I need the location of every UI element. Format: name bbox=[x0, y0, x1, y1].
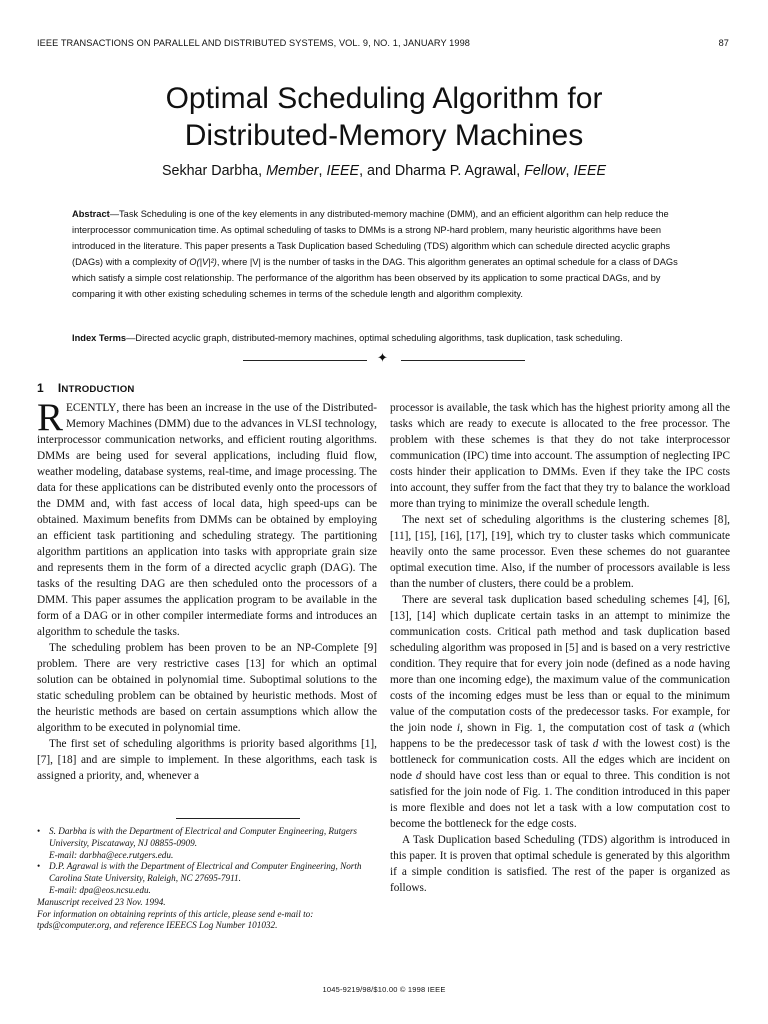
bullet-icon: • bbox=[37, 826, 41, 836]
abstract-text-2: , where |V| is the number of tasks in the DAG. This algorithm generates an optimal schedule for a class of DAGs which satisfy a simple cost relationship. The performance of the algorithm has been observed by its application to some practical DAGs, and by comparing it with other existing scheduling schemes in terms of the schedule length and algorithm complexity. bbox=[72, 256, 678, 299]
abstract-text-1: —Task Scheduling is one of the key elements in any distributed-memory machine (DMM), and an efficient algorithm can help reduce the interprocessor communication time. As optimal scheduling of tasks to DMMs is a strong NP-hard problem, many heuristic algorithms have been introduced in the literature. This paper presents a Task Duplication based Scheduling (TDS) algorithm which can schedule directed acyclic graphs (DAGs) with a complexity of bbox=[72, 209, 671, 267]
paper-title bbox=[0, 80, 768, 154]
author-2-grade: Fellow bbox=[524, 163, 566, 179]
abstract-label: Abstract bbox=[72, 209, 110, 219]
math-var: a bbox=[688, 722, 695, 734]
paragraph-text: (which happens to be the predecessor task of task bbox=[390, 722, 730, 750]
index-terms bbox=[72, 331, 697, 345]
paragraph-text: should have cost less than or equal to three. This condition is not satisfied for the join node of Fig. 1. The condition introduced in this paper is more flexible and does not let a task with a low computation cost to become the bottleneck for the edge costs. bbox=[390, 770, 730, 830]
title-line-2: Distributed-Memory Machines bbox=[184, 119, 584, 152]
bullet-icon: • bbox=[37, 861, 41, 872]
footnotes bbox=[37, 826, 377, 932]
left-column bbox=[37, 396, 377, 784]
paragraph: processor is available, the task which has the highest priority among all the tasks which are ready to execute is allocated to the free processor. The problem with these schemes is that they do not take interprocessor communication (IPC) time into account. The assumption of neglecting IPC costs hinder their application to DMMs. Even if they take the IPC costs into account, they suffer from the fact that they try to balance the workload more than trying to minimize the overall schedule length. bbox=[390, 402, 730, 510]
math-var: i bbox=[456, 722, 460, 734]
footnote-author-1 bbox=[37, 826, 377, 861]
index-terms-text: —Directed acyclic graph, distributed-memory machines, optimal scheduling algorithms, task duplication, task scheduling. bbox=[126, 333, 623, 343]
paragraph bbox=[390, 592, 730, 832]
title-line-1: Optimal Scheduling Algorithm for bbox=[165, 82, 603, 115]
right-column bbox=[390, 400, 730, 896]
paragraph: The next set of scheduling algorithms is the clustering schemes [8], [11], [15], [16], [17], [19], which try to cluster tasks which communicate heavily onto the same processor. Even these schemes do not guarantee optimal execution time. Also, if the number of processors available is less than the number of clusters, there could be a problem. bbox=[390, 514, 730, 590]
separator-diamond-icon: ✦ bbox=[377, 350, 388, 365]
manuscript-received: Manuscript received 23 Nov. 1994. bbox=[37, 896, 166, 907]
lead-in-smallcaps: ECENTLY bbox=[66, 402, 117, 414]
footnote-author-2 bbox=[37, 861, 377, 896]
separator-line-right bbox=[401, 360, 525, 361]
reprint-info: For information on obtaining reprints of this article, please send e-mail to: tpds@computer.org, and reference IEEECS Log Number 101032. bbox=[37, 908, 314, 931]
paragraph: The first set of scheduling algorithms is priority based algorithms [1], [7], [18] and are simple to implement. In these algorithms, each task is assigned a priority, and, whenever a bbox=[37, 738, 377, 782]
section-heading bbox=[37, 381, 135, 395]
paragraph-text: , shown in Fig. 1, the computation cost of task bbox=[459, 722, 689, 734]
index-terms-label: Index Terms bbox=[72, 333, 127, 343]
abstract-complexity: O(|V|²) bbox=[189, 256, 217, 267]
author-2-society: IEEE bbox=[573, 163, 607, 179]
footnote-text: D.P. Agrawal is with the Department of Electrical and Computer Engineering, North Carolina State University, Raleigh, NC 27695-7911. bbox=[49, 861, 362, 884]
math-var: d bbox=[415, 770, 422, 782]
paragraph: The scheduling problem has been proven to be an NP-Complete [9] problem. There are very restrictive cases [13] for which an optimal solution can be obtained in polynomial time. Suboptimal solutions to the static scheduling problem can be obtained by heuristic methods. Most of the heuristic methods are based on certain assumptions which allow the algorithm to be executed in polynomial time. bbox=[37, 642, 377, 734]
journal-citation: IEEE TRANSACTIONS ON PARALLEL AND DISTRIBUTED SYSTEMS, VOL. 9, NO. 1, JANUARY 1998 bbox=[37, 38, 470, 48]
paragraph bbox=[37, 396, 377, 640]
paragraph-text: , there has been an increase in the use of the Distributed-Memory Machines (DMM) due to the advances in VLSI technology, interprocessor communication networks, and efficient routing algorithms. DMMs are being used for several applications, including fluid flow, weather modeling, database systems, real-time, and image processing. The data for these applications can be distributed evenly onto the processors of the DMM and, with fast access of local data, high speed-ups can be obtained. Maximum benefits from DMMs can be obtained by employing an efficient task partitioning and scheduling strategy. The partitioning algorithm partitions an application into tasks with appropriate grain size and represents them in the form of a directed acyclic graph (DAG). The tasks of the resulting DAG are then scheduled onto the processors of a DMM. This paper assumes the application program to be available in the form of a DAG or in other compiler intermediate forms and introduces an algorithm to schedule the tasks. bbox=[37, 402, 377, 638]
section-number: 1 bbox=[37, 381, 44, 395]
author-conjunction: and bbox=[367, 163, 391, 179]
section-title-rest: NTRODUCTION bbox=[61, 384, 135, 395]
copyright-footer: 1045-9219/98/$10.00 © 1998 IEEE bbox=[322, 985, 446, 994]
abstract bbox=[72, 207, 697, 302]
author-1-name: Sekhar Darbha bbox=[161, 163, 259, 179]
separator-line-left bbox=[243, 360, 367, 361]
footnote-text: S. Darbha is with the Department of Electrical and Computer Engineering, Rutgers University, Piscataway, NJ 08855-0909. bbox=[49, 826, 358, 848]
running-header bbox=[37, 38, 729, 48]
author-2-name: Dharma P. Agrawal bbox=[394, 163, 517, 179]
author-1-grade: Member bbox=[266, 163, 319, 179]
author-1-society: IEEE bbox=[326, 163, 360, 179]
drop-cap: R bbox=[37, 396, 64, 439]
paragraph-text: with the lowest cost) is the bottleneck for communication costs. All the edges which are incident on node bbox=[390, 738, 730, 782]
author-line: Sekhar Darbha, Member, IEEE, and Dharma P. Agrawal, Fellow, IEEE bbox=[161, 163, 607, 179]
paragraph: A Task Duplication based Scheduling (TDS) algorithm is introduced in this paper. It is proven that optimal schedule is generated by this algorithm if a simple condition is satisfied. The rest of the paper is organized as follows. bbox=[390, 834, 730, 894]
section-separator bbox=[243, 350, 525, 365]
section-title-initial: I bbox=[57, 381, 62, 395]
paragraph-text: There are several task duplication based scheduling schemes [4], [6], [13], [14] which duplicate certain tasks in an attempt to minimize the communication costs. Critical path method and task duplication based scheduling algorithm was proposed in [5] and is based on a very restrictive condition. They require that for every join node (defined as a node having more than one incoming edge), the maximum value of the communication costs of the incoming edges must be less than or equal to the minimum value of the computation costs of the predecessor tasks. For example, for the join node bbox=[390, 594, 730, 734]
footnote-rule bbox=[176, 818, 300, 819]
math-var: d bbox=[592, 738, 599, 750]
page-number: 87 bbox=[718, 38, 729, 48]
footnote-email: E-mail: dpa@eos.ncsu.edu. bbox=[49, 884, 151, 895]
footnote-email: E-mail: darbha@ece.rutgers.edu. bbox=[49, 849, 174, 860]
